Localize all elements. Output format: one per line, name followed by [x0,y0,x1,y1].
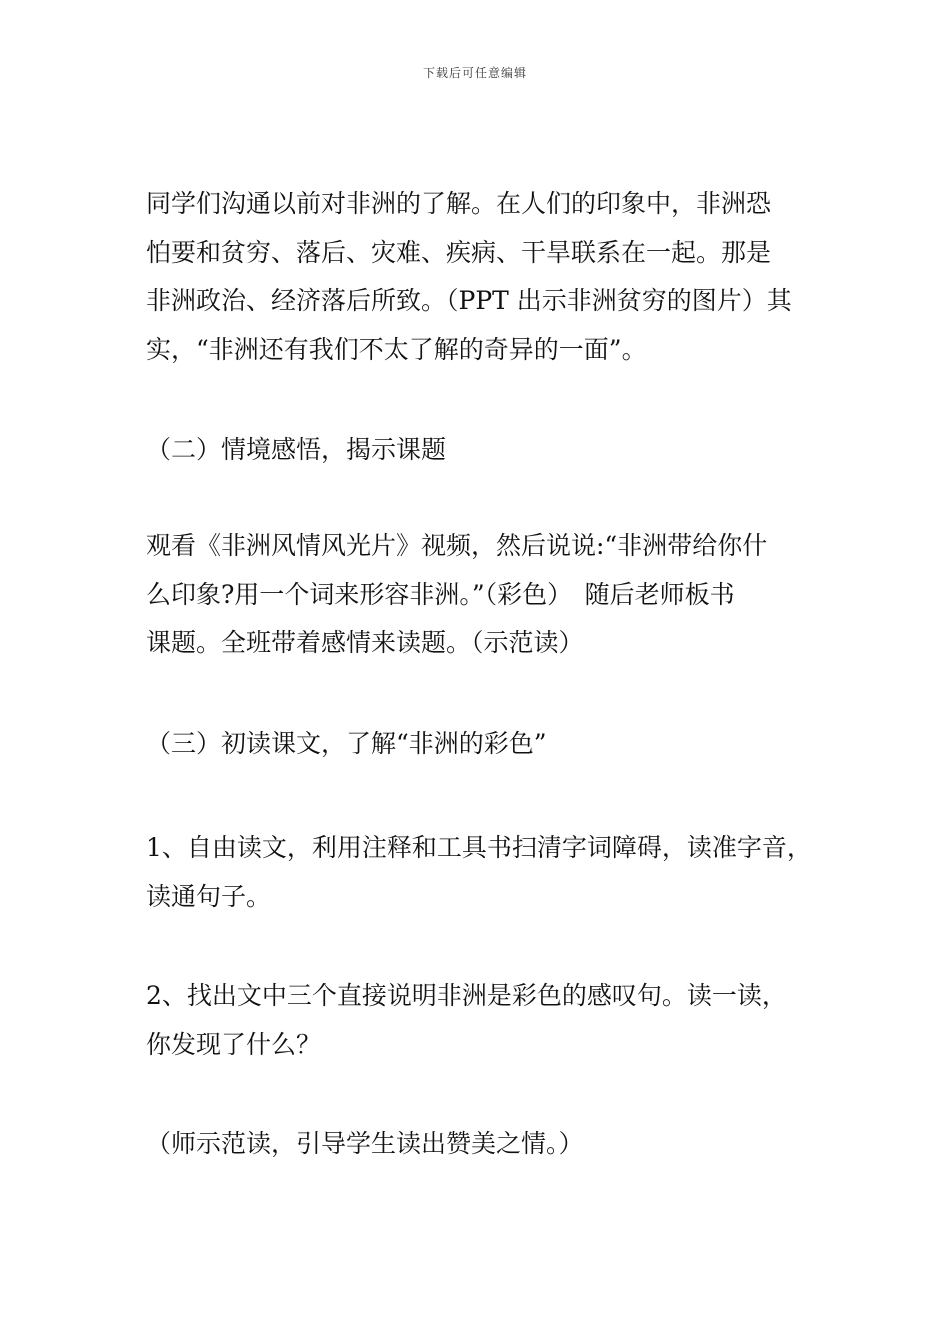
page-header: 下载后可任意编辑 [422,66,527,80]
paragraph-step-2 [146,972,787,1069]
text-line: 同学们沟通以前对非洲的了解。在人们的印象中，非洲恐 [146,189,772,218]
paragraph-step-1 [146,824,812,921]
text-line: 实，“非洲还有我们不太了解的奇异的一面”。 [146,334,647,364]
text-line: 观看《非洲风情风光片》视频，然后说说:“非洲带给你什 [146,531,768,560]
text-line: 2、找出文中三个直接说明非洲是彩色的感叹句。读一读， [146,981,787,1010]
paragraph-africa-impression [146,180,792,374]
teacher-note: （师示范读，引导学生读出赞美之情。） [146,1129,584,1158]
text-line: 怕要和贫穷、落后、灾难、疾病、干旱联系在一起。那是 [146,237,772,267]
text-line: 么印象?用一个词来形容非洲。”（彩色） 随后老师板书 [146,579,735,609]
text-line: 你发现了什么？ [146,1029,322,1059]
section-heading-2: （二）情境感悟，揭示课题 [146,435,447,464]
text-line: 非洲政治、经济落后所致。（PPT 出示非洲贫穷的图片）其 [146,286,792,315]
text-line: 读通句子。 [146,881,272,911]
text-line: 1、自由读文，利用注释和工具书扫清字词障碍，读准字音， [146,833,812,862]
paragraph-video-activity [146,522,767,668]
section-heading-3: （三）初读课文，了解“非洲的彩色” [146,729,547,758]
text-line: 课题。全班带着感情来读题。（示范读） [146,628,584,657]
